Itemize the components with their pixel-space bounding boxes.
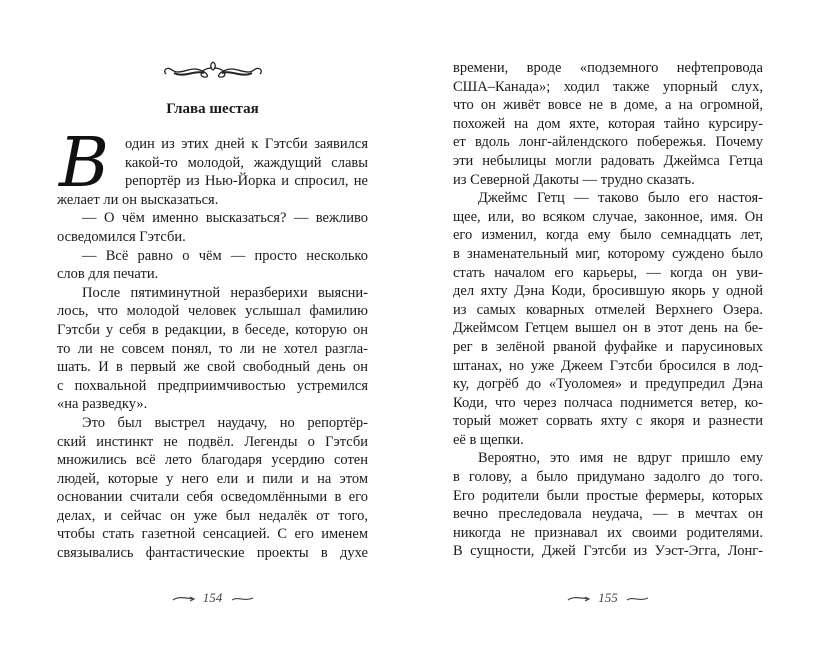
text-line: какой-то молодой, жаждущий славы (125, 154, 368, 171)
text-line: желает ли он высказаться. (57, 191, 219, 208)
text-line: щее, или, во всяком случае, законное, имя. Он (453, 208, 763, 225)
text-line: штанах, но уже Джеем Гэтсби бросился в лод- (453, 357, 763, 374)
folio-flourish-icon (230, 595, 254, 603)
text-line: ский инстинкт не подвёл. Легенды о Гэтсби (57, 433, 368, 450)
text-line: людей, которые у него ели и пили и на этом (57, 470, 368, 487)
right-page-text (453, 59, 763, 561)
text-line: США–Канада»; ходил также упорный слух, (453, 78, 763, 95)
left-page (57, 0, 368, 663)
text-line: Это был выстрел наудачу, но репортёр- (82, 414, 368, 431)
text-line: репортёр из Нью-Йорка и спросил, не (125, 173, 368, 190)
text-line: рег в зелёной рваной фуфайке и парусиновых (453, 338, 763, 355)
text-line: — Всё равно о чём — просто несколько (82, 247, 368, 264)
text-line: что он живёт вовсе не в доме, а на огромной, (453, 97, 763, 114)
text-line: один из этих дней к Гэтсби заявился (125, 136, 368, 152)
text-line: Вероятно, это имя не вдруг пришло ему (478, 450, 763, 467)
text-line: то ли не совсем понял, то ли не хотел разгла- (57, 340, 368, 357)
text-line: основании считали себя осведомлёнными в его (57, 489, 368, 506)
text-line: из Северной Дакоты — трудно сказать. (453, 171, 695, 188)
text-line: Гэтсби у себя в редакции, в беседе, которую он (57, 321, 368, 338)
ornament-flourish-icon (160, 58, 266, 84)
text-line: «на разведку». (57, 396, 148, 413)
folio-flourish-icon (567, 595, 591, 603)
text-line: Его родители были простые фермеры, которых (453, 487, 763, 504)
right-page (453, 0, 763, 663)
page-number: 155 (598, 590, 618, 605)
text-line: ку, догрёб до «Туоломея» и предупредил Дэна (453, 376, 763, 393)
text-line: Джеймс Гетц — таково было его настоя- (478, 190, 763, 207)
text-line: вечно преследовала неудача, — в мечтах он (453, 506, 763, 523)
text-line: её в щепки. (453, 431, 524, 448)
text-line: в знаменательный миг, которому суждено было (453, 245, 763, 262)
text-line: никогда не признавал их своими родителями. (453, 524, 763, 541)
text-line: осведомился Гэтсби. (57, 228, 186, 245)
text-line: связывались фантастические проекты в духе (57, 545, 368, 562)
text-line: времени, вроде «подземного нефтепровода (453, 60, 763, 76)
text-line: из самых коварных отмелей Верхнего Озера. (453, 301, 763, 318)
text-line: чтобы стать газетной сенсацией. С его именем (57, 526, 368, 543)
text-line: похожей на дом яхте, которая тайно курсиру- (453, 115, 763, 132)
text-line: — О чём именно высказаться? — вежливо (82, 210, 368, 227)
text-line: лось, что молодой человек услышал фамилию (57, 303, 368, 320)
text-line: делах, и сейчас он уже был недалёк от того, (57, 507, 368, 524)
page-number: 154 (202, 590, 223, 605)
left-page-text (57, 135, 368, 563)
text-line: с похвальной предприимчивостью устремился (57, 377, 368, 394)
text-line: После пятиминутной неразберихи выясни- (82, 284, 368, 301)
text-line: его изменил, когда ему было семнадцать лет, (453, 227, 763, 244)
chapter-title: Глава шестая (166, 101, 259, 117)
text-line: Коди, что через полчаса поднимется ветер, ко- (453, 394, 763, 411)
text-line: ет вдоль лонг-айлендского побережья. Почему (453, 134, 763, 151)
folio-flourish-icon (625, 595, 649, 603)
folio-flourish-icon (172, 595, 196, 603)
page-number-footer (57, 590, 368, 606)
text-line: стать началом его карьеры, — когда он уви- (453, 264, 763, 281)
text-line: дел яхту Дэна Коди, бросившую якорь у одной (453, 283, 763, 300)
text-line: Джеймсом Гетцем вышел он в этот день на бе- (453, 320, 763, 337)
text-line: множились всё лето благодаря усердию сотен (57, 452, 368, 469)
text-line: шать. И в первый же свой свободный день он (57, 359, 368, 376)
text-line: торый может сорвать яхту с якоря и разнести (453, 413, 763, 430)
text-line: В сущности, Джей Гэтсби из Уэст-Эгга, Лонг- (453, 543, 763, 560)
text-line: эти небылицы могли радовать Джеймса Гетца (453, 152, 763, 169)
svg-text:В: В (59, 128, 109, 196)
page-number-footer (453, 590, 763, 606)
text-line: в голову, а было придумано задолго до того. (453, 469, 763, 486)
text-line: слов для печати. (57, 266, 159, 283)
